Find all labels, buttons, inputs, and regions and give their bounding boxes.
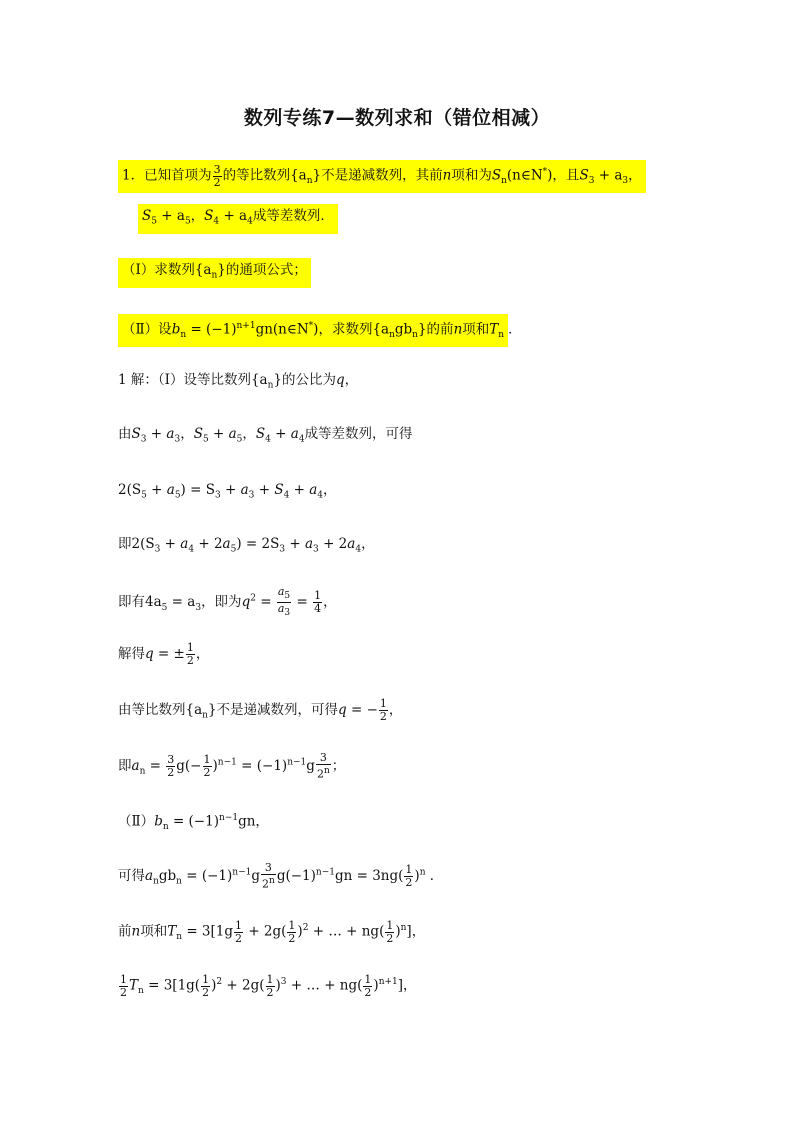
var: S	[579, 167, 589, 184]
denominator: 2	[405, 875, 413, 889]
denominator: 2	[364, 985, 372, 999]
denominator: 2	[167, 765, 175, 779]
text: +	[164, 536, 176, 552]
highlight	[118, 258, 311, 288]
var: a	[304, 536, 314, 552]
solution-line-10	[118, 862, 443, 892]
text: + a	[223, 208, 248, 224]
var: n	[442, 167, 452, 184]
text: ，	[190, 208, 205, 224]
highlight	[118, 314, 508, 347]
subscript: n	[176, 932, 183, 943]
text: ，	[323, 594, 337, 611]
var: a	[145, 867, 154, 884]
var: S	[142, 208, 152, 224]
text: ，	[323, 482, 337, 498]
var: S	[131, 426, 141, 442]
solution-line-5	[118, 586, 337, 619]
superscript: n−1	[232, 867, 252, 878]
subscript: 5	[184, 216, 191, 227]
text: 2	[262, 877, 270, 891]
text: 的等比数列{a	[222, 167, 307, 184]
superscript: *	[542, 167, 548, 177]
solution-line-7	[118, 698, 402, 726]
text: =	[296, 594, 308, 611]
text: = 3[1g	[186, 923, 234, 940]
denominator: 2	[202, 985, 210, 999]
text: 解得	[118, 646, 145, 662]
fraction	[385, 920, 394, 945]
subscript: 3	[279, 544, 286, 555]
denominator: 2	[386, 931, 394, 945]
highlight	[118, 160, 646, 193]
denominator	[261, 875, 276, 891]
denominator: 2	[203, 765, 211, 779]
subscript: n	[176, 876, 182, 887]
subscript: 3	[195, 602, 202, 613]
numerator: 1	[186, 641, 194, 654]
text: }不是递减数列，可得	[207, 702, 339, 718]
text: )	[211, 977, 217, 994]
text: 项和	[140, 923, 168, 940]
fraction	[404, 864, 413, 889]
text: + a	[161, 208, 185, 224]
text: +	[150, 426, 163, 442]
text: ，	[361, 536, 375, 552]
var: a	[228, 426, 237, 442]
numerator: 1	[266, 972, 274, 986]
var: a	[277, 602, 285, 616]
text: 项和为	[451, 167, 492, 184]
text: q = −	[338, 702, 378, 718]
text: 项和	[462, 321, 490, 338]
solution-line-2: 由$S_3 + a_3$，$S_5 + a_5$，$S_4 + a_4$成等差数列，可得	[118, 426, 413, 445]
text: g(−1)	[276, 867, 316, 884]
text: +	[151, 482, 163, 498]
fraction	[363, 974, 372, 999]
numerator: 1	[120, 972, 127, 986]
var: a	[166, 426, 175, 442]
text: +	[198, 536, 210, 552]
text: +	[275, 426, 287, 442]
subscript: n	[162, 822, 169, 833]
numerator: 3	[316, 752, 331, 765]
text: 即有4a	[118, 594, 162, 611]
text: + a	[598, 167, 623, 184]
text: }的前	[417, 321, 454, 338]
superscript: n	[419, 867, 426, 878]
var: q	[336, 372, 345, 388]
solution-line-11	[118, 918, 425, 947]
var: b	[154, 813, 163, 830]
var: a	[222, 536, 231, 552]
superscript: 2	[302, 923, 309, 933]
numerator: 3	[261, 862, 276, 875]
subscript: 4	[283, 490, 290, 501]
subscript: n	[412, 330, 418, 341]
superscript: n	[400, 923, 407, 933]
text: gn(n∈N	[255, 321, 309, 338]
superscript: n−1	[217, 757, 237, 768]
var: b	[171, 321, 181, 338]
text: 1．已知首项为	[122, 167, 212, 184]
denominator: 2	[288, 931, 296, 945]
subscript: n	[501, 176, 507, 187]
fraction	[266, 974, 275, 999]
solution-line-8	[118, 752, 345, 782]
subscript: 5	[174, 490, 181, 501]
text: ，	[628, 167, 642, 184]
text: ，	[255, 813, 269, 830]
text: ]，	[397, 977, 417, 994]
text: gb	[394, 321, 413, 338]
subscript: 3	[214, 490, 221, 501]
numerator: 1	[202, 972, 210, 986]
subscript: n	[389, 330, 395, 341]
subscript: 4	[265, 434, 271, 445]
denominator: 2	[186, 654, 194, 667]
text: +	[323, 536, 335, 552]
solution-line-1	[118, 370, 358, 396]
fraction	[186, 642, 195, 667]
text: （Ⅱ）设	[122, 321, 172, 338]
text: )	[297, 923, 303, 940]
text: ，	[344, 372, 359, 388]
fraction	[166, 754, 175, 779]
superscript: n−1	[315, 867, 335, 878]
subscript: 3	[248, 490, 255, 501]
text: gn = 3ng(	[334, 867, 404, 884]
text: g	[251, 867, 261, 884]
var: n	[131, 923, 141, 940]
var: a	[277, 585, 285, 598]
text: + 2g(	[248, 923, 287, 940]
subscript: 3	[313, 544, 319, 555]
text: }的公比为	[273, 372, 336, 388]
numerator: 1	[314, 589, 322, 603]
denominator: 2	[213, 175, 221, 189]
text: 2	[316, 767, 324, 781]
var: S	[274, 482, 284, 498]
fraction	[313, 590, 322, 615]
solution-line-6	[118, 642, 209, 667]
text: = 3[1g(	[148, 977, 201, 994]
fraction	[119, 974, 128, 999]
solution-line-12	[118, 972, 417, 1001]
fraction	[201, 974, 210, 999]
text: ) = S	[180, 482, 215, 498]
text: +	[212, 426, 225, 442]
fraction	[287, 920, 296, 945]
text: +	[225, 482, 237, 498]
subscript: n	[139, 766, 146, 777]
text: gn	[238, 813, 256, 830]
text: = (−1)	[241, 757, 288, 774]
subscript: 5	[151, 216, 157, 227]
text: g	[306, 757, 315, 774]
numerator	[277, 586, 291, 603]
text: gb	[158, 867, 177, 884]
superscript: 2	[216, 977, 223, 987]
problem-line-1	[118, 160, 646, 193]
text: + 2g(	[226, 977, 265, 994]
text: = (−1)	[186, 867, 233, 884]
subscript: 5	[284, 591, 291, 602]
text: 前	[118, 923, 132, 940]
subscript: 3	[588, 176, 595, 187]
text: ，	[195, 646, 210, 662]
denominator	[277, 603, 291, 619]
text: = (−1)	[172, 813, 219, 830]
subscript: 4	[298, 434, 305, 445]
text: + … + ng(	[290, 977, 363, 994]
text: ，	[388, 702, 403, 718]
text: )	[373, 977, 379, 994]
subscript: 5	[161, 602, 168, 613]
subscript: 3	[622, 176, 629, 187]
text: 由	[118, 426, 132, 442]
subscript: n	[267, 380, 274, 391]
subscript: 5	[230, 544, 237, 555]
text: )，且	[547, 167, 580, 184]
text: +	[289, 536, 301, 552]
text: (n∈N	[506, 167, 543, 184]
var: T	[489, 321, 499, 338]
var: a	[240, 482, 249, 498]
text: ．	[508, 321, 522, 338]
subscript: 4	[188, 544, 195, 555]
text: ，即为	[201, 594, 242, 611]
numerator: 3	[213, 162, 221, 176]
subscript: 3	[154, 544, 161, 555]
denominator: 4	[314, 602, 322, 616]
var: a	[166, 482, 175, 498]
solution-line-9	[118, 808, 269, 837]
numerator: 1	[379, 697, 387, 710]
subscript: 3	[140, 434, 147, 445]
var: a	[180, 536, 189, 552]
text: = (−1)	[190, 321, 237, 338]
numerator: 1	[288, 918, 296, 932]
subscript: 5	[202, 434, 209, 445]
fraction	[277, 586, 291, 619]
problem-line-2	[138, 204, 338, 234]
text: q = ±	[145, 646, 185, 662]
text: 即	[118, 757, 132, 774]
numerator: 1	[364, 972, 372, 986]
fraction	[213, 164, 222, 189]
text: 由等比数列{a	[118, 702, 203, 718]
text: （Ⅰ）求数列{a	[122, 262, 212, 278]
text: 1 解：（Ⅰ）设等比数列{a	[118, 372, 268, 388]
subscript: n	[153, 876, 159, 887]
subscript: 5	[141, 490, 147, 501]
subscript: 3	[284, 608, 291, 619]
subscript: n	[202, 710, 208, 721]
fraction	[379, 698, 388, 723]
subscript: n	[306, 176, 313, 187]
var: q	[241, 594, 251, 611]
subscript: n	[180, 330, 187, 341]
superscript: *	[308, 321, 314, 331]
text: =	[149, 757, 161, 774]
text: ；	[331, 757, 346, 774]
text: ) = 2S	[236, 536, 280, 552]
text: ]，	[406, 923, 426, 940]
var: S	[491, 167, 502, 184]
var: T	[129, 977, 139, 994]
subscript: 4	[213, 216, 220, 227]
numerator: 1	[203, 752, 211, 766]
problem-part-2	[118, 314, 522, 347]
superscript: n+1	[378, 977, 398, 987]
denominator	[316, 765, 331, 781]
denominator: 2	[266, 985, 274, 999]
fraction	[203, 754, 212, 779]
superscript: 2	[250, 593, 256, 604]
var: n	[453, 321, 463, 338]
numerator: 1	[405, 862, 413, 876]
text: 成等差数列，可得	[304, 426, 413, 442]
text: }不是递减数列，其前	[312, 167, 443, 184]
text: }的通项公式；	[217, 262, 307, 278]
superscript: n+1	[236, 321, 256, 331]
var: a	[309, 482, 318, 498]
text: + … + ng(	[312, 923, 385, 940]
text: )	[414, 867, 420, 884]
subscript: n	[498, 330, 505, 341]
text: = a	[171, 594, 196, 611]
text: +	[258, 482, 271, 498]
subscript: 4	[247, 216, 253, 227]
var: a	[290, 426, 299, 442]
denominator: 2	[120, 985, 127, 999]
solution-line-3	[118, 480, 337, 506]
text: +	[293, 482, 305, 498]
text: 可得	[118, 867, 145, 884]
solution-line-4: 即$2(S_3 + a_4 + 2a_5) = 2S_3 + a_3 + 2a_4$，	[118, 536, 375, 555]
text: =	[260, 594, 272, 611]
subscript: n	[211, 270, 218, 281]
page-title: 数列专练7—数列求和（错位相减）	[243, 107, 551, 129]
var: S	[193, 426, 203, 442]
problem-part-1	[118, 258, 311, 288]
text: 成等差数列．	[252, 208, 334, 224]
subscript: 5	[236, 434, 243, 445]
numerator: 1	[235, 918, 243, 932]
var: a	[347, 536, 356, 552]
superscript: 3	[280, 977, 287, 987]
text: )	[395, 923, 401, 940]
text: 即2(S	[118, 536, 155, 552]
text: （Ⅱ）	[118, 813, 155, 830]
var: S	[204, 208, 214, 224]
numerator: 1	[386, 918, 394, 932]
text: )	[212, 757, 218, 774]
text: ．	[429, 867, 444, 884]
numerator: 3	[167, 752, 175, 766]
superscript: n−1	[218, 813, 239, 823]
superscript: n	[269, 876, 275, 886]
var: a	[131, 757, 140, 774]
denominator: 2	[379, 710, 387, 723]
fraction	[261, 862, 276, 891]
text: g(−	[176, 757, 202, 774]
subscript: 3	[174, 434, 181, 445]
superscript: n	[323, 766, 330, 776]
var: T	[167, 923, 177, 940]
fraction	[234, 920, 243, 945]
fraction	[316, 752, 331, 781]
subscript: 4	[355, 544, 362, 555]
text: )，求数列{a	[313, 321, 390, 338]
subscript: 4	[317, 490, 323, 501]
var: S	[255, 426, 266, 442]
highlight	[138, 204, 338, 234]
denominator: 2	[235, 931, 243, 945]
text: 2(S	[118, 482, 142, 498]
text: )	[275, 977, 281, 994]
superscript: n−1	[287, 757, 307, 768]
subscript: n	[138, 986, 144, 997]
